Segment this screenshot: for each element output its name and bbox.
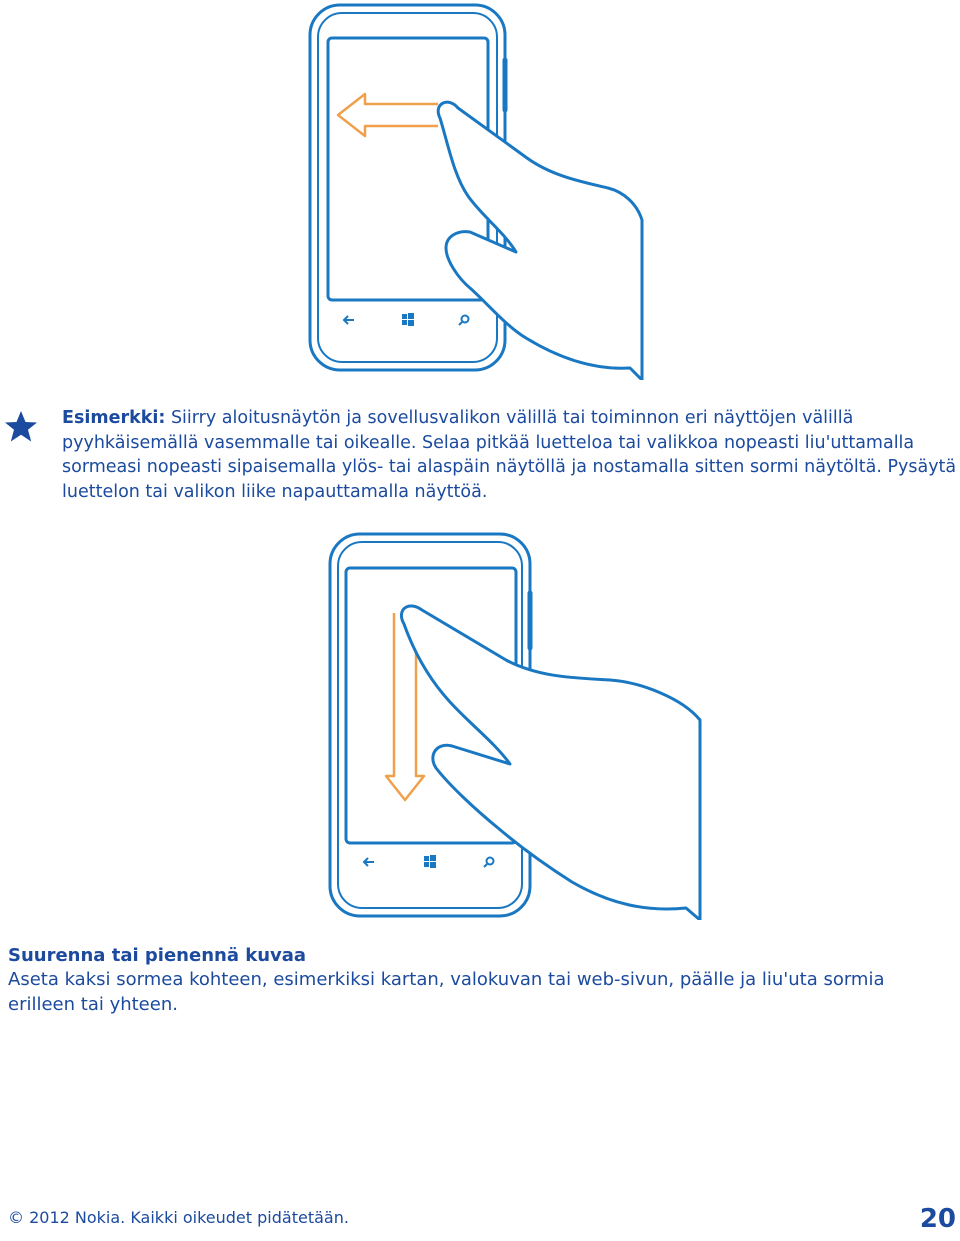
hand-icon [401,606,700,920]
tip-text [62,406,957,505]
search-icon [459,316,469,326]
hand-icon [438,102,642,380]
star-icon [4,410,38,444]
back-icon [344,316,354,324]
tip-body: Siirry aloitusnäytön ja sovellusvalikon välillä tai toiminnon eri näyttöjen välillä pyyhkäisemällä vasemmalle tai oikealle. Selaa pitkää luetteloa tai valikkoa nopeasti liu'uttamalla sormeasi nopeasti sipaisemalla ylös- tai alaspäin näytöllä ja nostamalla sitten sormi näytöltä. Pysäytä luettelon tai valikon liike napauttamalla näyttöä. [62,408,957,503]
zoom-section [8,944,948,1017]
phone-swipe-left-illustration [290,0,650,380]
section-body: Aseta kaksi sormea kohteen, esimerkiksi kartan, valokuvan tai web-sivun, päälle ja liu'uta sormia erilleen tai yhteen. [8,969,885,1015]
back-icon [364,858,374,866]
windows-icon [424,855,436,868]
search-icon [484,858,494,868]
swipe-left-arrow [338,94,438,136]
tip-block [0,404,960,514]
footer-copyright: © 2012 Nokia. Kaikki oikeudet pidätetään. [8,1208,349,1227]
windows-icon [402,313,414,326]
phone-swipe-down-illustration [310,528,710,920]
page-number: 20 [919,1204,956,1234]
section-heading: Suurenna tai pienennä kuvaa [8,945,307,966]
tip-label: Esimerkki: [62,408,166,428]
